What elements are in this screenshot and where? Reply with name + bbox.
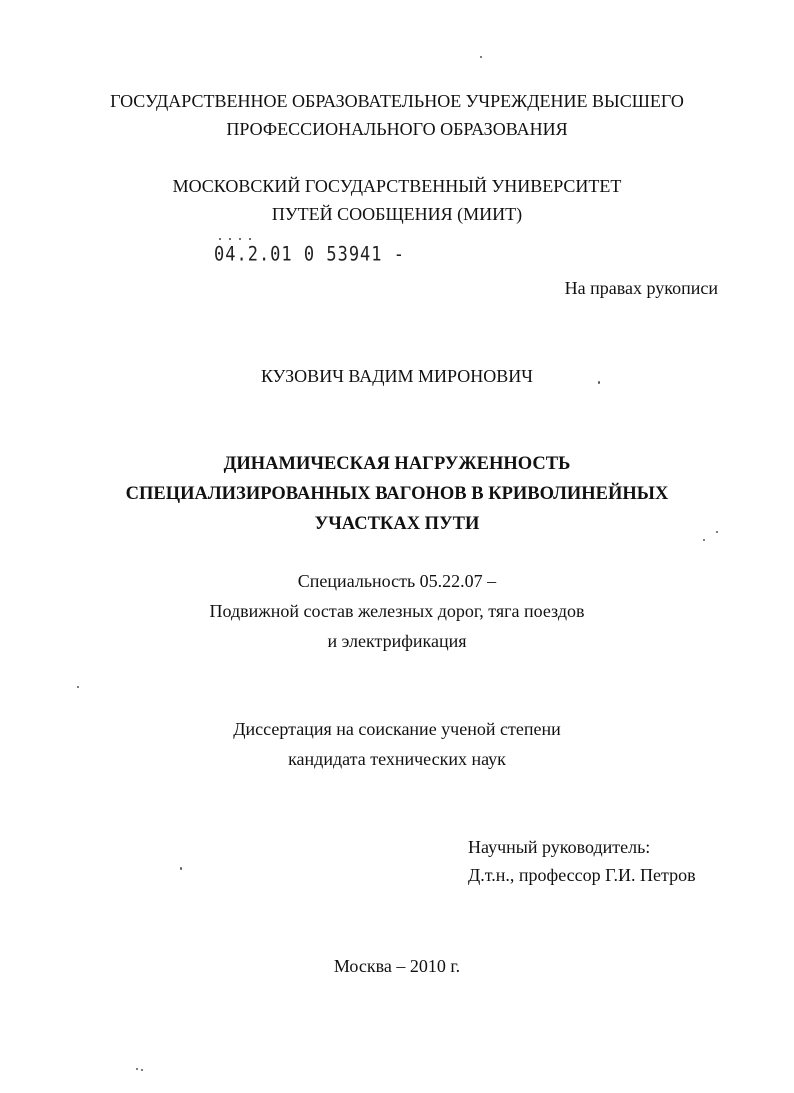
- specialty-line-3: и электрификация: [327, 631, 467, 651]
- scan-speck: [598, 381, 600, 384]
- place-year: Москва – 2010 г.: [333, 956, 461, 976]
- scan-speck: [480, 56, 482, 58]
- scan-speck: [703, 539, 705, 541]
- university-line-2: ПУТЕЙ СООБЩЕНИЯ (МИИТ): [271, 204, 523, 224]
- scan-speck: [136, 1068, 138, 1070]
- scan-speck: [141, 1069, 143, 1071]
- title-line-1: ДИНАМИЧЕСКАЯ НАГРУЖЕННОСТЬ: [223, 454, 571, 474]
- specialty-line-1: Специальность 05.22.07 –: [297, 571, 497, 591]
- scan-speck: [716, 531, 718, 533]
- manuscript-note: На правах рукописи: [564, 278, 718, 298]
- specialty-line-2: Подвижной состав железных дорог, тяга поездов: [209, 601, 585, 621]
- degree-line-2: кандидата технических наук: [288, 749, 506, 769]
- stamp-dots-decoration: [216, 236, 256, 242]
- title-line-2: СПЕЦИАЛИЗИРОВАННЫХ ВАГОНОВ В КРИВОЛИНЕЙНЫХ: [125, 484, 669, 504]
- supervisor-name: Д.т.н., профессор Г.И. Петров: [468, 865, 696, 885]
- registration-stamp: 04.2.01 0 53941 -: [214, 243, 405, 266]
- title-line-3: УЧАСТКАХ ПУТИ: [314, 514, 480, 534]
- institution-line-1: ГОСУДАРСТВЕННОЕ ОБРАЗОВАТЕЛЬНОЕ УЧРЕЖДЕНИЕ ВЫСШЕГО: [110, 91, 684, 111]
- university-line-1: МОСКОВСКИЙ ГОСУДАРСТВЕННЫЙ УНИВЕРСИТЕТ: [172, 176, 622, 196]
- institution-line-2: ПРОФЕССИОНАЛЬНОГО ОБРАЗОВАНИЯ: [226, 119, 568, 139]
- author-name: КУЗОВИЧ ВАДИМ МИРОНОВИЧ: [261, 366, 533, 386]
- degree-line-1: Диссертация на соискание ученой степени: [233, 719, 561, 739]
- scan-speck: [180, 867, 182, 870]
- supervisor-label: Научный руководитель:: [468, 837, 651, 857]
- scan-speck: [77, 686, 79, 688]
